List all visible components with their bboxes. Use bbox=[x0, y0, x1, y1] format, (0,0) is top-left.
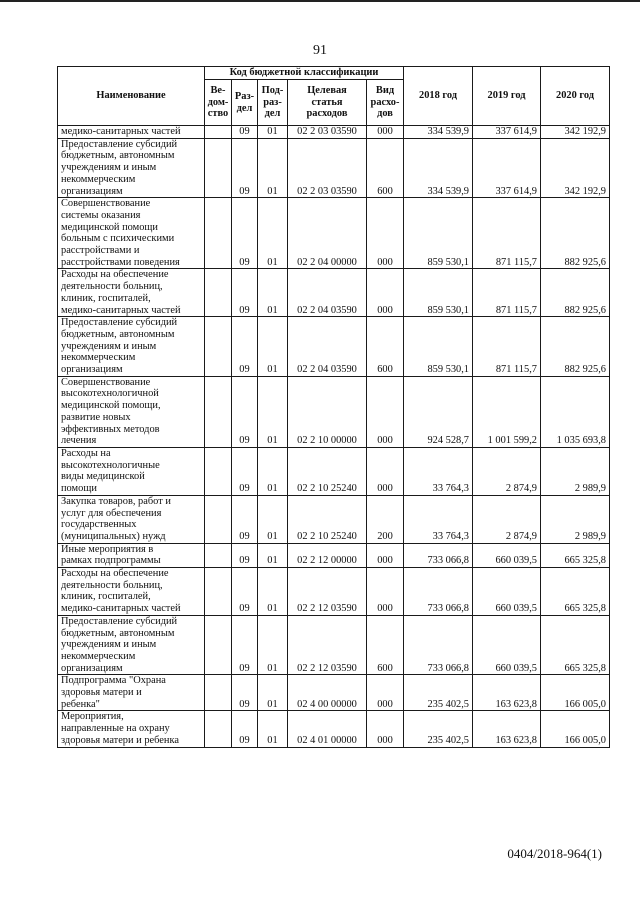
header-name: Наименование bbox=[58, 67, 205, 126]
cell-2018: 334 539,9 bbox=[404, 126, 473, 139]
row-name bbox=[58, 568, 205, 616]
table-row bbox=[58, 269, 610, 317]
header-2019: 2019 год bbox=[473, 67, 541, 126]
name-line: эффективных методов bbox=[61, 423, 160, 435]
cell-2019: 163 623,8 bbox=[473, 675, 541, 711]
name-line: направленные на охрану bbox=[61, 723, 170, 735]
cell-2019: 2 874,9 bbox=[473, 447, 541, 495]
cell-vid: 000 bbox=[367, 675, 404, 711]
cell-2018: 33 764,3 bbox=[404, 495, 473, 543]
table-row bbox=[58, 376, 610, 447]
table-row bbox=[58, 568, 610, 616]
cell-celevaya: 02 2 04 03590 bbox=[288, 269, 367, 317]
row-name bbox=[58, 615, 205, 675]
header-vedomstvo bbox=[205, 80, 232, 126]
table-row bbox=[58, 126, 610, 139]
cell-vedomstvo bbox=[205, 568, 232, 616]
cell-2019: 660 039,5 bbox=[473, 543, 541, 567]
cell-vedomstvo bbox=[205, 675, 232, 711]
row-name bbox=[58, 376, 205, 447]
table-header bbox=[58, 67, 610, 126]
table-row bbox=[58, 543, 610, 567]
header-line: раз- bbox=[263, 96, 282, 108]
cell-2018: 235 402,5 bbox=[404, 675, 473, 711]
name-line: Расходы на обеспечение bbox=[61, 269, 169, 281]
header-line: дел bbox=[264, 108, 281, 120]
table-row bbox=[58, 615, 610, 675]
header-line: Под- bbox=[261, 84, 284, 96]
cell-razdel: 09 bbox=[232, 615, 258, 675]
cell-celevaya: 02 2 04 00000 bbox=[288, 198, 367, 269]
cell-vid: 600 bbox=[367, 317, 404, 377]
cell-2018: 924 528,7 bbox=[404, 376, 473, 447]
cell-podrazdel: 01 bbox=[258, 675, 288, 711]
header-line: дом- bbox=[207, 96, 229, 108]
cell-2019: 337 614,9 bbox=[473, 126, 541, 139]
name-line: некоммерческим bbox=[61, 173, 136, 185]
top-border-line bbox=[0, 0, 640, 2]
name-line: лечения bbox=[61, 435, 97, 447]
cell-vedomstvo bbox=[205, 376, 232, 447]
cell-podrazdel: 01 bbox=[258, 269, 288, 317]
name-line: Совершенствование bbox=[61, 376, 151, 388]
cell-podrazdel: 01 bbox=[258, 126, 288, 139]
table-row bbox=[58, 675, 610, 711]
name-line: системы оказания bbox=[61, 209, 141, 221]
row-name bbox=[58, 198, 205, 269]
name-line: услуг для обеспечения bbox=[61, 507, 162, 519]
cell-razdel: 09 bbox=[232, 711, 258, 747]
table-row bbox=[58, 495, 610, 543]
cell-celevaya: 02 2 04 03590 bbox=[288, 317, 367, 377]
cell-podrazdel: 01 bbox=[258, 376, 288, 447]
cell-2020: 665 325,8 bbox=[541, 568, 610, 616]
page-number: 91 bbox=[313, 43, 327, 58]
cell-podrazdel: 01 bbox=[258, 198, 288, 269]
header-line: дов bbox=[377, 108, 393, 120]
header-vid-rashodov bbox=[367, 80, 404, 126]
table-row bbox=[58, 447, 610, 495]
cell-2019: 163 623,8 bbox=[473, 711, 541, 747]
cell-celevaya: 02 2 10 00000 bbox=[288, 376, 367, 447]
cell-2018: 859 530,1 bbox=[404, 317, 473, 377]
header-line: ство bbox=[207, 108, 229, 120]
cell-vedomstvo bbox=[205, 615, 232, 675]
name-line: Расходы на bbox=[61, 447, 111, 459]
cell-podrazdel: 01 bbox=[258, 568, 288, 616]
cell-2018: 859 530,1 bbox=[404, 198, 473, 269]
name-line: здоровья матери и bbox=[61, 687, 142, 699]
name-line: учреждениям и иным bbox=[61, 639, 157, 651]
name-line: учреждениям и иным bbox=[61, 340, 157, 352]
cell-celevaya: 02 4 01 00000 bbox=[288, 711, 367, 747]
name-line: клиник, госпиталей, bbox=[61, 292, 151, 304]
cell-celevaya: 02 2 10 25240 bbox=[288, 495, 367, 543]
row-name bbox=[58, 447, 205, 495]
cell-2020: 1 035 693,8 bbox=[541, 376, 610, 447]
cell-2018: 733 066,8 bbox=[404, 543, 473, 567]
cell-razdel: 09 bbox=[232, 317, 258, 377]
cell-razdel: 09 bbox=[232, 568, 258, 616]
name-line: Иные мероприятия в bbox=[61, 543, 154, 555]
header-classification: Код бюджетной классификации bbox=[205, 67, 404, 80]
cell-podrazdel: 01 bbox=[258, 495, 288, 543]
cell-celevaya: 02 2 12 00000 bbox=[288, 543, 367, 567]
header-line: Вид bbox=[375, 84, 395, 96]
name-line: здоровья матери и ребенка bbox=[61, 734, 179, 746]
name-line: бюджетным, автономным bbox=[61, 627, 175, 639]
document-code: 0404/2018-964(1) bbox=[507, 846, 602, 861]
cell-2020: 882 925,6 bbox=[541, 269, 610, 317]
name-line: (муниципальных) нужд bbox=[61, 530, 166, 542]
header-razdel bbox=[232, 80, 258, 126]
cell-razdel: 09 bbox=[232, 126, 258, 139]
name-line: больным с психическими bbox=[61, 233, 175, 245]
cell-podrazdel: 01 bbox=[258, 543, 288, 567]
row-name bbox=[58, 675, 205, 711]
cell-vid: 000 bbox=[367, 376, 404, 447]
cell-celevaya: 02 2 12 03590 bbox=[288, 568, 367, 616]
name-line: деятельности больниц, bbox=[61, 579, 163, 591]
cell-2020: 882 925,6 bbox=[541, 198, 610, 269]
header-2018: 2018 год bbox=[404, 67, 473, 126]
cell-vedomstvo bbox=[205, 317, 232, 377]
name-line: виды медицинской bbox=[61, 471, 145, 483]
cell-2019: 660 039,5 bbox=[473, 615, 541, 675]
name-line: Совершенствование bbox=[61, 198, 151, 210]
name-line: развитие новых bbox=[61, 411, 131, 423]
cell-2020: 342 192,9 bbox=[541, 126, 610, 139]
cell-podrazdel: 01 bbox=[258, 317, 288, 377]
cell-2020: 2 989,9 bbox=[541, 495, 610, 543]
name-line: бюджетным, автономным bbox=[61, 328, 175, 340]
cell-2018: 334 539,9 bbox=[404, 138, 473, 198]
name-line: Предоставление субсидий bbox=[61, 138, 178, 150]
row-name bbox=[58, 269, 205, 317]
cell-razdel: 09 bbox=[232, 495, 258, 543]
cell-razdel: 09 bbox=[232, 269, 258, 317]
cell-celevaya: 02 2 03 03590 bbox=[288, 138, 367, 198]
name-line: Расходы на обеспечение bbox=[61, 568, 169, 580]
row-name bbox=[58, 138, 205, 198]
cell-razdel: 09 bbox=[232, 447, 258, 495]
cell-vedomstvo bbox=[205, 495, 232, 543]
header-line: расхо- bbox=[370, 96, 400, 108]
cell-2020: 166 005,0 bbox=[541, 675, 610, 711]
cell-vedomstvo bbox=[205, 126, 232, 139]
name-line: медико-санитарных частей bbox=[61, 126, 181, 137]
cell-2020: 342 192,9 bbox=[541, 138, 610, 198]
row-name bbox=[58, 317, 205, 377]
name-line: деятельности больниц, bbox=[61, 281, 163, 293]
name-line: ребенка" bbox=[61, 698, 100, 710]
name-line: Подпрограмма "Охрана bbox=[61, 675, 166, 687]
cell-vid: 000 bbox=[367, 543, 404, 567]
cell-vedomstvo bbox=[205, 269, 232, 317]
name-line: бюджетным, автономным bbox=[61, 150, 175, 162]
name-line: Предоставление субсидий bbox=[61, 317, 178, 329]
cell-celevaya: 02 4 00 00000 bbox=[288, 675, 367, 711]
cell-vid: 000 bbox=[367, 269, 404, 317]
name-line: Мероприятия, bbox=[61, 711, 124, 723]
cell-vid: 600 bbox=[367, 138, 404, 198]
header-celevaya-statya bbox=[288, 80, 367, 126]
cell-razdel: 09 bbox=[232, 376, 258, 447]
header-line: Раз- bbox=[234, 90, 255, 102]
table-row bbox=[58, 317, 610, 377]
header-podrazdel bbox=[258, 80, 288, 126]
cell-vid: 000 bbox=[367, 711, 404, 747]
cell-2018: 235 402,5 bbox=[404, 711, 473, 747]
cell-razdel: 09 bbox=[232, 138, 258, 198]
cell-vedomstvo bbox=[205, 543, 232, 567]
cell-podrazdel: 01 bbox=[258, 447, 288, 495]
name-line: учреждениям и иным bbox=[61, 162, 157, 174]
table-row bbox=[58, 198, 610, 269]
cell-2019: 1 001 599,2 bbox=[473, 376, 541, 447]
header-line: статья bbox=[311, 96, 343, 108]
cell-celevaya: 02 2 12 03590 bbox=[288, 615, 367, 675]
table-row bbox=[58, 138, 610, 198]
cell-2020: 665 325,8 bbox=[541, 615, 610, 675]
name-line: медицинской помощи bbox=[61, 221, 158, 233]
name-line: организациям bbox=[61, 662, 123, 674]
cell-2019: 871 115,7 bbox=[473, 317, 541, 377]
header-2020: 2020 год bbox=[541, 67, 610, 126]
cell-2019: 871 115,7 bbox=[473, 198, 541, 269]
name-line: государственных bbox=[61, 519, 137, 531]
header-line: Целевая bbox=[307, 84, 347, 96]
name-line: медико-санитарных частей bbox=[61, 304, 181, 316]
row-name bbox=[58, 711, 205, 747]
name-line: некоммерческим bbox=[61, 352, 136, 364]
cell-vedomstvo bbox=[205, 711, 232, 747]
cell-2019: 2 874,9 bbox=[473, 495, 541, 543]
cell-vid: 000 bbox=[367, 568, 404, 616]
name-line: расстройствами и bbox=[61, 245, 140, 257]
name-line: медико-санитарных частей bbox=[61, 603, 181, 615]
cell-2019: 337 614,9 bbox=[473, 138, 541, 198]
name-line: Предоставление субсидий bbox=[61, 615, 178, 627]
header-line: расходов bbox=[306, 108, 348, 120]
name-line: помощи bbox=[61, 483, 97, 495]
cell-2020: 882 925,6 bbox=[541, 317, 610, 377]
cell-2018: 733 066,8 bbox=[404, 615, 473, 675]
header-line: дел bbox=[236, 102, 253, 114]
cell-podrazdel: 01 bbox=[258, 615, 288, 675]
table-body bbox=[58, 126, 610, 748]
cell-razdel: 09 bbox=[232, 675, 258, 711]
table-row bbox=[58, 711, 610, 747]
name-line: Закупка товаров, работ и bbox=[61, 495, 171, 507]
cell-vid: 000 bbox=[367, 447, 404, 495]
name-line: клиник, госпиталей, bbox=[61, 591, 151, 603]
cell-razdel: 09 bbox=[232, 198, 258, 269]
cell-razdel: 09 bbox=[232, 543, 258, 567]
row-name bbox=[58, 126, 205, 139]
cell-2018: 33 764,3 bbox=[404, 447, 473, 495]
cell-2019: 660 039,5 bbox=[473, 568, 541, 616]
cell-vid: 000 bbox=[367, 126, 404, 139]
name-line: организациям bbox=[61, 364, 123, 376]
header-line: Ве- bbox=[210, 84, 226, 96]
row-name bbox=[58, 495, 205, 543]
name-line: рамках подпрограммы bbox=[61, 555, 161, 567]
cell-vid: 000 bbox=[367, 198, 404, 269]
row-name bbox=[58, 543, 205, 567]
cell-2020: 166 005,0 bbox=[541, 711, 610, 747]
cell-vid: 200 bbox=[367, 495, 404, 543]
cell-2018: 733 066,8 bbox=[404, 568, 473, 616]
cell-2020: 665 325,8 bbox=[541, 543, 610, 567]
cell-vedomstvo bbox=[205, 138, 232, 198]
name-line: некоммерческим bbox=[61, 650, 136, 662]
cell-vid: 600 bbox=[367, 615, 404, 675]
name-line: высокотехнологичной bbox=[61, 388, 159, 400]
cell-vedomstvo bbox=[205, 198, 232, 269]
cell-celevaya: 02 2 03 03590 bbox=[288, 126, 367, 139]
cell-podrazdel: 01 bbox=[258, 711, 288, 747]
name-line: расстройствами поведения bbox=[61, 256, 180, 268]
budget-table bbox=[57, 66, 610, 748]
cell-2018: 859 530,1 bbox=[404, 269, 473, 317]
cell-celevaya: 02 2 10 25240 bbox=[288, 447, 367, 495]
name-line: высокотехнологичные bbox=[61, 459, 160, 471]
cell-vedomstvo bbox=[205, 447, 232, 495]
cell-2020: 2 989,9 bbox=[541, 447, 610, 495]
cell-2019: 871 115,7 bbox=[473, 269, 541, 317]
name-line: организациям bbox=[61, 185, 123, 197]
name-line: медицинской помощи, bbox=[61, 400, 161, 412]
cell-podrazdel: 01 bbox=[258, 138, 288, 198]
